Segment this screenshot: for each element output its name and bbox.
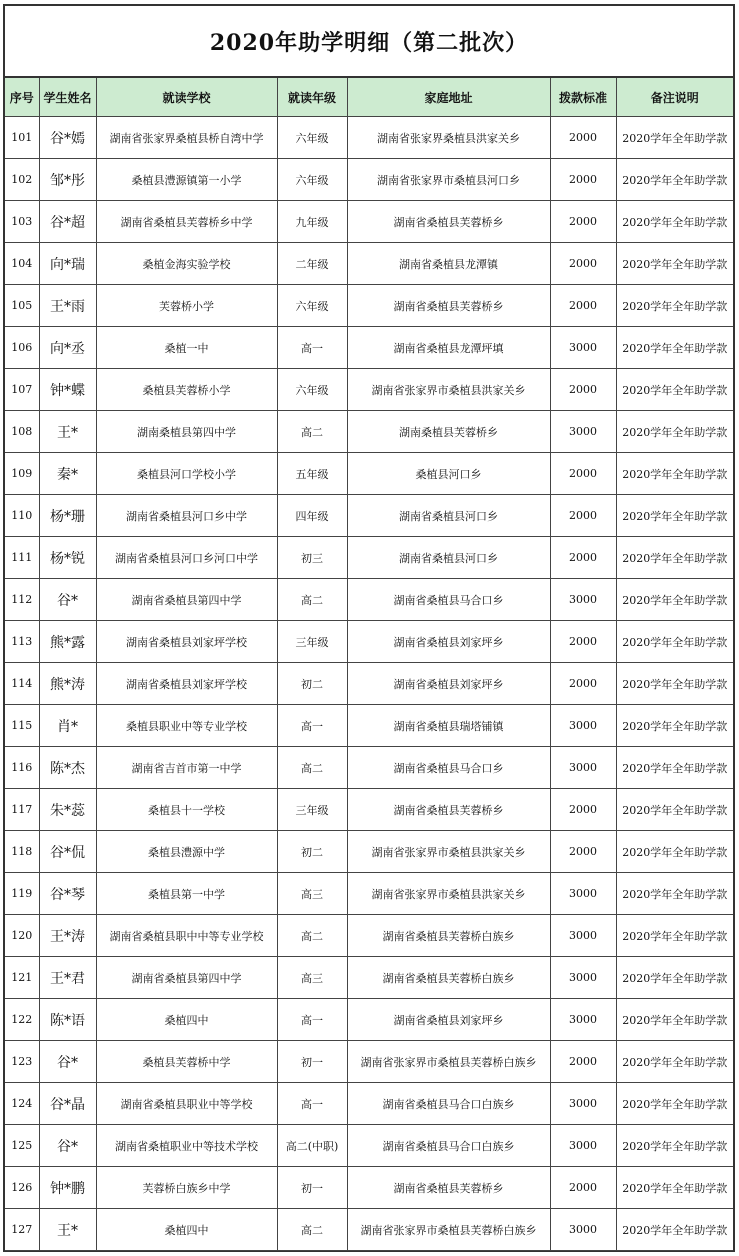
- cell-grade: 高一: [277, 1083, 347, 1125]
- cell-index: 115: [5, 705, 39, 747]
- cell-grade: 六年级: [277, 117, 347, 159]
- table-row: [5, 831, 733, 873]
- cell-grade: 高二: [277, 915, 347, 957]
- cell-index: 113: [5, 621, 39, 663]
- cell-remark: 2020学年全年助学款: [616, 1125, 733, 1167]
- table-row: [5, 201, 733, 243]
- cell-grade: 六年级: [277, 369, 347, 411]
- table-row: [5, 705, 733, 747]
- cell-student-name: 谷*嫣: [39, 117, 96, 159]
- cell-school: 湖南省桑植县河口乡中学: [96, 495, 277, 537]
- table-row: [5, 453, 733, 495]
- cell-address: 湖南省桑植县刘家坪乡: [347, 621, 550, 663]
- cell-amount: 3000: [550, 873, 616, 915]
- cell-school: 桑植县芙蓉桥小学: [96, 369, 277, 411]
- table-row: [5, 789, 733, 831]
- cell-amount: 2000: [550, 537, 616, 579]
- cell-amount: 2000: [550, 243, 616, 285]
- cell-address: 湖南省桑植县芙蓉桥乡: [347, 285, 550, 327]
- cell-index: 107: [5, 369, 39, 411]
- cell-address: 湖南省桑植县龙潭坪填: [347, 327, 550, 369]
- cell-index: 123: [5, 1041, 39, 1083]
- cell-grade: 初三: [277, 537, 347, 579]
- header-amount: 拨款标准: [550, 78, 616, 117]
- cell-school: 湖南省张家界桑植县桥自湾中学: [96, 117, 277, 159]
- cell-student-name: 谷*琴: [39, 873, 96, 915]
- cell-remark: 2020学年全年助学款: [616, 327, 733, 369]
- cell-student-name: 向*丞: [39, 327, 96, 369]
- cell-grade: 九年级: [277, 201, 347, 243]
- cell-school: 桑植一中: [96, 327, 277, 369]
- cell-school: 桑植四中: [96, 999, 277, 1041]
- cell-remark: 2020学年全年助学款: [616, 747, 733, 789]
- cell-school: 桑植县河口学校小学: [96, 453, 277, 495]
- cell-student-name: 谷*: [39, 1125, 96, 1167]
- cell-address: 湖南桑植县芙蓉桥乡: [347, 411, 550, 453]
- cell-school: 桑植县澧源镇第一小学: [96, 159, 277, 201]
- cell-index: 101: [5, 117, 39, 159]
- cell-index: 116: [5, 747, 39, 789]
- cell-remark: 2020学年全年助学款: [616, 915, 733, 957]
- cell-grade: 三年级: [277, 621, 347, 663]
- cell-school: 桑植县职业中等专业学校: [96, 705, 277, 747]
- cell-amount: 2000: [550, 495, 616, 537]
- table-header-row: [5, 78, 733, 117]
- cell-address: 桑植县河口乡: [347, 453, 550, 495]
- cell-address: 湖南省桑植县马合口白族乡: [347, 1125, 550, 1167]
- cell-school: 桑植金海实验学校: [96, 243, 277, 285]
- header-grade: 就读年级: [277, 78, 347, 117]
- cell-index: 126: [5, 1167, 39, 1209]
- cell-student-name: 王*: [39, 411, 96, 453]
- cell-amount: 3000: [550, 1125, 616, 1167]
- cell-student-name: 谷*超: [39, 201, 96, 243]
- table-row: [5, 579, 733, 621]
- cell-remark: 2020学年全年助学款: [616, 789, 733, 831]
- cell-school: 湖南省桑植县第四中学: [96, 957, 277, 999]
- cell-address: 湖南省桑植县芙蓉桥乡: [347, 201, 550, 243]
- cell-amount: 2000: [550, 201, 616, 243]
- cell-index: 110: [5, 495, 39, 537]
- cell-student-name: 谷*: [39, 1041, 96, 1083]
- cell-grade: 二年级: [277, 243, 347, 285]
- cell-student-name: 熊*露: [39, 621, 96, 663]
- cell-grade: 高二: [277, 1209, 347, 1251]
- cell-amount: 3000: [550, 999, 616, 1041]
- cell-school: 湖南省吉首市第一中学: [96, 747, 277, 789]
- cell-grade: 高三: [277, 873, 347, 915]
- cell-remark: 2020学年全年助学款: [616, 957, 733, 999]
- cell-grade: 高一: [277, 327, 347, 369]
- cell-remark: 2020学年全年助学款: [616, 243, 733, 285]
- cell-school: 湖南省桑植县职业中等学校: [96, 1083, 277, 1125]
- cell-address: 湖南省桑植县刘家坪乡: [347, 999, 550, 1041]
- cell-grade: 高二: [277, 579, 347, 621]
- cell-student-name: 谷*: [39, 579, 96, 621]
- cell-grade: 三年级: [277, 789, 347, 831]
- cell-student-name: 王*雨: [39, 285, 96, 327]
- table-row: [5, 915, 733, 957]
- cell-student-name: 钟*鹏: [39, 1167, 96, 1209]
- cell-amount: 2000: [550, 453, 616, 495]
- cell-address: 湖南省张家界桑植县洪家关乡: [347, 117, 550, 159]
- cell-index: 109: [5, 453, 39, 495]
- header-address: 家庭地址: [347, 78, 550, 117]
- cell-index: 112: [5, 579, 39, 621]
- cell-address: 湖南省桑植县瑞塔铺镇: [347, 705, 550, 747]
- cell-school: 芙蓉桥小学: [96, 285, 277, 327]
- table-row: [5, 537, 733, 579]
- table-body: [5, 117, 733, 1251]
- cell-student-name: 陈*语: [39, 999, 96, 1041]
- cell-address: 湖南省张家界市桑植县洪家关乡: [347, 873, 550, 915]
- cell-grade: 六年级: [277, 285, 347, 327]
- table-row: [5, 1083, 733, 1125]
- table-row: [5, 1125, 733, 1167]
- cell-index: 106: [5, 327, 39, 369]
- cell-index: 111: [5, 537, 39, 579]
- cell-address: 湖南省桑植县芙蓉桥白族乡: [347, 957, 550, 999]
- cell-grade: 初二: [277, 831, 347, 873]
- cell-school: 桑植县十一学校: [96, 789, 277, 831]
- cell-index: 108: [5, 411, 39, 453]
- cell-school: 湖南省桑植县河口乡河口中学: [96, 537, 277, 579]
- cell-amount: 2000: [550, 285, 616, 327]
- cell-index: 102: [5, 159, 39, 201]
- cell-index: 124: [5, 1083, 39, 1125]
- cell-address: 湖南省张家界市桑植县芙蓉桥白族乡: [347, 1209, 550, 1251]
- cell-amount: 2000: [550, 159, 616, 201]
- cell-index: 122: [5, 999, 39, 1041]
- table-row: [5, 411, 733, 453]
- cell-grade: 初二: [277, 663, 347, 705]
- cell-school: 桑植县澧源中学: [96, 831, 277, 873]
- cell-address: 湖南省桑植县马合口白族乡: [347, 1083, 550, 1125]
- cell-school: 湖南省桑植县第四中学: [96, 579, 277, 621]
- cell-remark: 2020学年全年助学款: [616, 411, 733, 453]
- cell-amount: 2000: [550, 831, 616, 873]
- cell-index: 104: [5, 243, 39, 285]
- cell-address: 湖南省桑植县河口乡: [347, 537, 550, 579]
- cell-address: 湖南省桑植县芙蓉桥白族乡: [347, 915, 550, 957]
- cell-address: 湖南省桑植县芙蓉桥乡: [347, 1167, 550, 1209]
- cell-school: 湖南省桑植县芙蓉桥乡中学: [96, 201, 277, 243]
- cell-remark: 2020学年全年助学款: [616, 705, 733, 747]
- cell-remark: 2020学年全年助学款: [616, 1041, 733, 1083]
- cell-address: 湖南省张家界市桑植县芙蓉桥白族乡: [347, 1041, 550, 1083]
- cell-address: 湖南省张家界市桑植县洪家关乡: [347, 831, 550, 873]
- cell-grade: 高一: [277, 705, 347, 747]
- cell-student-name: 谷*侃: [39, 831, 96, 873]
- cell-grade: 高三: [277, 957, 347, 999]
- cell-remark: 2020学年全年助学款: [616, 1209, 733, 1251]
- cell-school: 湖南桑植县第四中学: [96, 411, 277, 453]
- table-row: [5, 747, 733, 789]
- table-row: [5, 957, 733, 999]
- cell-school: 桑植县第一中学: [96, 873, 277, 915]
- cell-index: 117: [5, 789, 39, 831]
- table-row: [5, 621, 733, 663]
- cell-address: 湖南省张家界市桑植县洪家关乡: [347, 369, 550, 411]
- cell-remark: 2020学年全年助学款: [616, 537, 733, 579]
- header-student-name: 学生姓名: [39, 78, 96, 117]
- cell-amount: 2000: [550, 1041, 616, 1083]
- cell-amount: 2000: [550, 1167, 616, 1209]
- cell-index: 127: [5, 1209, 39, 1251]
- cell-amount: 3000: [550, 1209, 616, 1251]
- cell-amount: 3000: [550, 327, 616, 369]
- cell-student-name: 王*涛: [39, 915, 96, 957]
- cell-student-name: 谷*晶: [39, 1083, 96, 1125]
- cell-grade: 高一: [277, 999, 347, 1041]
- cell-grade: 高二: [277, 747, 347, 789]
- cell-index: 118: [5, 831, 39, 873]
- cell-student-name: 王*君: [39, 957, 96, 999]
- cell-remark: 2020学年全年助学款: [616, 873, 733, 915]
- table-row: [5, 159, 733, 201]
- table-row: [5, 1209, 733, 1251]
- cell-grade: 高二(中职): [277, 1125, 347, 1167]
- table-row: [5, 285, 733, 327]
- cell-remark: 2020学年全年助学款: [616, 1083, 733, 1125]
- cell-student-name: 邹*彤: [39, 159, 96, 201]
- header-school: 就读学校: [96, 78, 277, 117]
- cell-address: 湖南省桑植县龙潭镇: [347, 243, 550, 285]
- cell-remark: 2020学年全年助学款: [616, 831, 733, 873]
- cell-remark: 2020学年全年助学款: [616, 1167, 733, 1209]
- cell-index: 120: [5, 915, 39, 957]
- cell-grade: 高二: [277, 411, 347, 453]
- cell-remark: 2020学年全年助学款: [616, 621, 733, 663]
- cell-student-name: 肖*: [39, 705, 96, 747]
- table-row: [5, 999, 733, 1041]
- cell-student-name: 杨*锐: [39, 537, 96, 579]
- cell-amount: 2000: [550, 369, 616, 411]
- cell-index: 119: [5, 873, 39, 915]
- cell-amount: 3000: [550, 411, 616, 453]
- aid-detail-table: [5, 78, 733, 1251]
- cell-address: 湖南省桑植县刘家坪乡: [347, 663, 550, 705]
- cell-remark: 2020学年全年助学款: [616, 201, 733, 243]
- table-row: [5, 1041, 733, 1083]
- cell-school: 桑植四中: [96, 1209, 277, 1251]
- cell-student-name: 钟*蝶: [39, 369, 96, 411]
- cell-address: 湖南省桑植县马合口乡: [347, 747, 550, 789]
- table-row: [5, 117, 733, 159]
- cell-remark: 2020学年全年助学款: [616, 663, 733, 705]
- cell-student-name: 王*: [39, 1209, 96, 1251]
- cell-remark: 2020学年全年助学款: [616, 285, 733, 327]
- cell-grade: 六年级: [277, 159, 347, 201]
- table-row: [5, 663, 733, 705]
- cell-remark: 2020学年全年助学款: [616, 495, 733, 537]
- table-row: [5, 873, 733, 915]
- cell-remark: 2020学年全年助学款: [616, 453, 733, 495]
- cell-student-name: 向*瑞: [39, 243, 96, 285]
- cell-grade: 初一: [277, 1041, 347, 1083]
- header-remark: 备注说明: [616, 78, 733, 117]
- cell-amount: 3000: [550, 747, 616, 789]
- header-index: 序号: [5, 78, 39, 117]
- cell-remark: 2020学年全年助学款: [616, 159, 733, 201]
- cell-remark: 2020学年全年助学款: [616, 369, 733, 411]
- cell-amount: 2000: [550, 621, 616, 663]
- cell-remark: 2020学年全年助学款: [616, 999, 733, 1041]
- cell-address: 湖南省张家界市桑植县河口乡: [347, 159, 550, 201]
- cell-index: 114: [5, 663, 39, 705]
- cell-amount: 2000: [550, 663, 616, 705]
- cell-amount: 3000: [550, 957, 616, 999]
- cell-address: 湖南省桑植县马合口乡: [347, 579, 550, 621]
- cell-grade: 四年级: [277, 495, 347, 537]
- cell-student-name: 朱*蕊: [39, 789, 96, 831]
- cell-index: 103: [5, 201, 39, 243]
- cell-school: 芙蓉桥白族乡中学: [96, 1167, 277, 1209]
- table-row: [5, 369, 733, 411]
- cell-amount: 3000: [550, 705, 616, 747]
- cell-address: 湖南省桑植县河口乡: [347, 495, 550, 537]
- cell-amount: 2000: [550, 789, 616, 831]
- spreadsheet-document: [3, 4, 735, 1252]
- table-row: [5, 243, 733, 285]
- cell-grade: 初一: [277, 1167, 347, 1209]
- cell-remark: 2020学年全年助学款: [616, 117, 733, 159]
- cell-student-name: 陈*杰: [39, 747, 96, 789]
- table-row: [5, 327, 733, 369]
- cell-index: 105: [5, 285, 39, 327]
- cell-student-name: 熊*涛: [39, 663, 96, 705]
- page-title: 2020年助学明细（第二批次）: [5, 6, 733, 78]
- cell-school: 湖南省桑植县刘家坪学校: [96, 663, 277, 705]
- cell-address: 湖南省桑植县芙蓉桥乡: [347, 789, 550, 831]
- cell-school: 湖南省桑植职业中等技术学校: [96, 1125, 277, 1167]
- cell-school: 湖南省桑植县刘家坪学校: [96, 621, 277, 663]
- cell-index: 125: [5, 1125, 39, 1167]
- cell-remark: 2020学年全年助学款: [616, 579, 733, 621]
- cell-amount: 3000: [550, 579, 616, 621]
- cell-amount: 3000: [550, 915, 616, 957]
- cell-school: 湖南省桑植县职中中等专业学校: [96, 915, 277, 957]
- cell-student-name: 秦*: [39, 453, 96, 495]
- cell-amount: 2000: [550, 117, 616, 159]
- cell-student-name: 杨*珊: [39, 495, 96, 537]
- cell-index: 121: [5, 957, 39, 999]
- cell-school: 桑植县芙蓉桥中学: [96, 1041, 277, 1083]
- cell-amount: 3000: [550, 1083, 616, 1125]
- table-row: [5, 1167, 733, 1209]
- cell-grade: 五年级: [277, 453, 347, 495]
- table-row: [5, 495, 733, 537]
